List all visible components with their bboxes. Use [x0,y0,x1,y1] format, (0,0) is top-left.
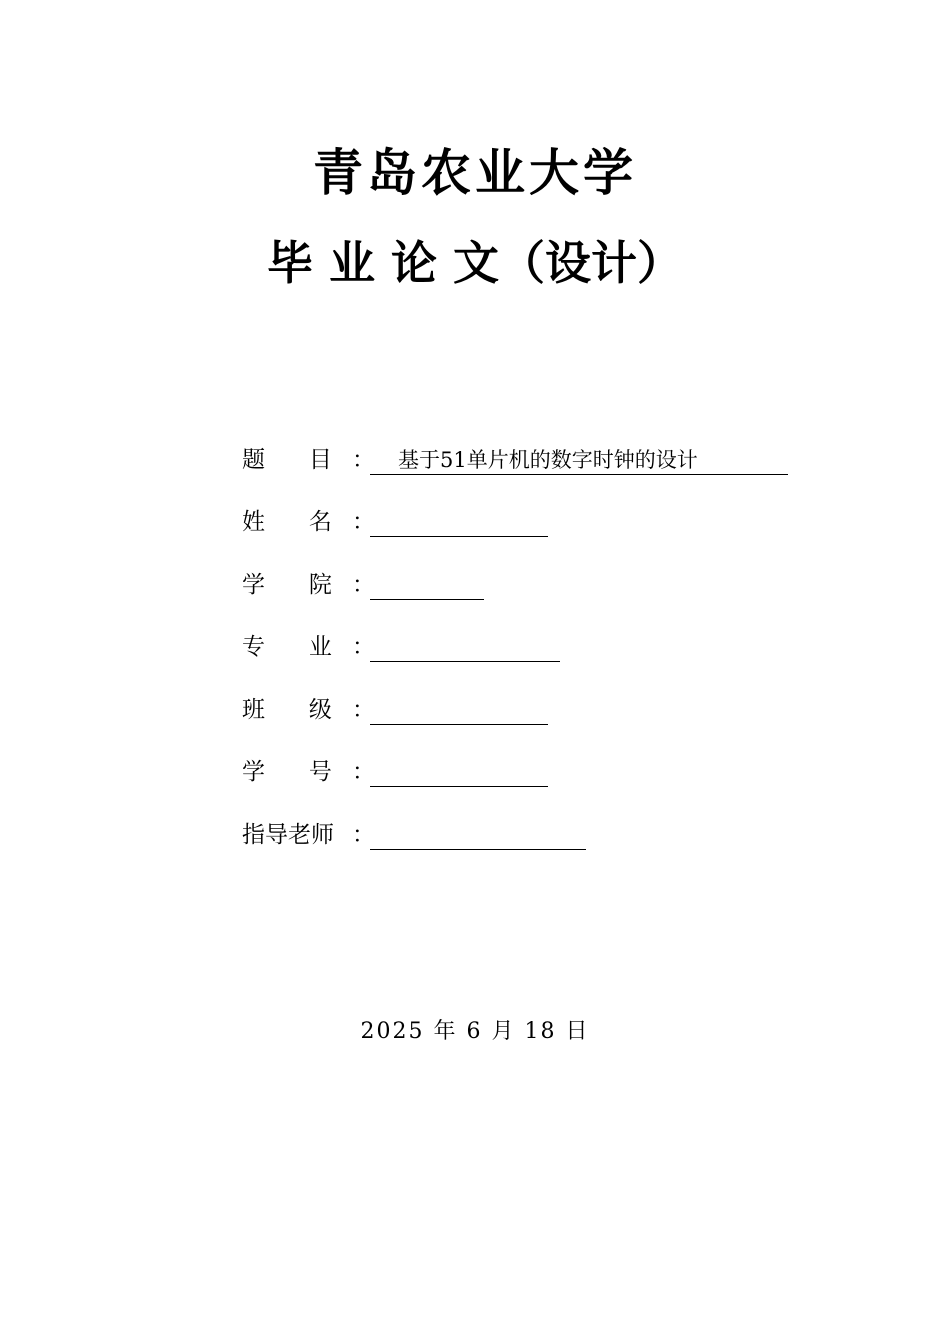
field-row-class [242,676,788,739]
field-label-class: 班 级 [242,696,332,723]
field-colon: ： [352,634,375,661]
field-label-major: 专 业 [242,634,332,661]
field-label-student-id: 学 号 [242,759,332,786]
field-value-name [370,508,548,537]
university-name: 青岛农业大学 [313,143,637,202]
field-colon: ： [352,509,375,536]
field-row-student-id [242,739,788,802]
field-colon: ： [352,759,375,786]
field-row-title [242,426,788,489]
thesis-type-title: 毕 业 论 文（设计） [266,236,684,290]
field-label-advisor: 指导老师 [242,821,334,848]
field-label-title: 题 目 [242,446,332,473]
field-row-major [242,614,788,677]
field-label-college: 学 院 [242,571,332,598]
field-label-name: 姓 名 [242,509,332,536]
field-colon: ： [352,696,375,723]
field-colon: ： [352,571,375,598]
field-colon: ： [352,821,375,848]
field-value-advisor [370,821,586,850]
field-value-class [370,696,548,725]
field-row-college [242,551,788,614]
field-row-advisor [242,801,788,864]
submission-date: 2025 年 6 月 18 日 [360,1019,590,1044]
field-row-name [242,489,788,552]
field-value-college [370,571,484,600]
cover-info-fields [242,426,788,864]
field-value-student-id [370,758,548,787]
field-colon: ： [352,446,375,473]
field-value-major [370,633,560,662]
field-value-title: 基于51单片机的数字时钟的设计 [370,446,788,475]
